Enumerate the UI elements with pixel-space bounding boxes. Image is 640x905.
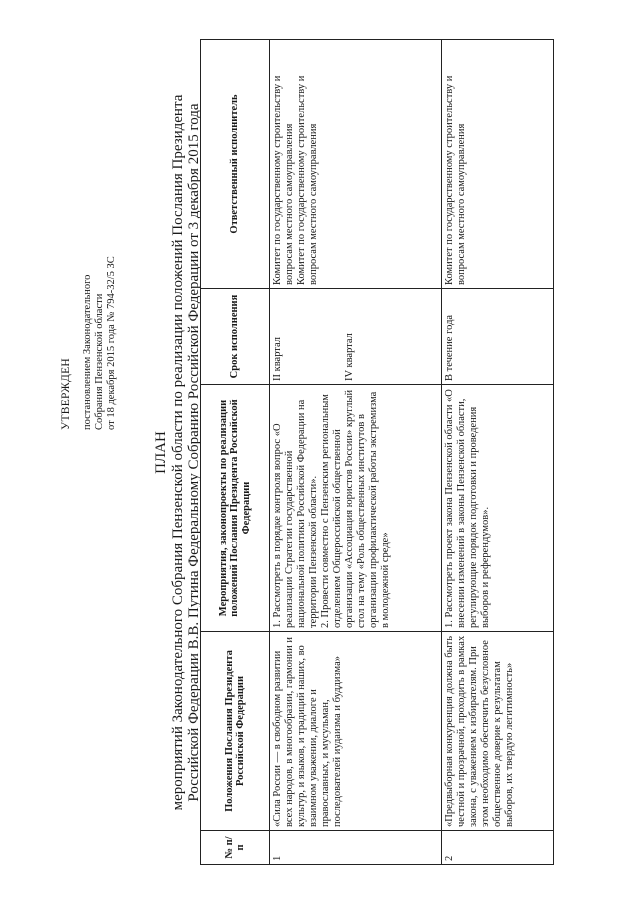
approval-stamp <box>60 130 118 430</box>
provision-cell: «Сила России — в свободном развитии всех народов, в многообразии, гармонии и культур, и языков, и традиций наших, во взаимном уважении, диалоге и православных, и мусульман, последователей иудаизма и буддизма» <box>270 632 442 831</box>
approval-heading: УТВЕРЖДЕН <box>60 357 72 430</box>
responsible-cell <box>270 40 442 289</box>
document-title-block <box>153 40 202 865</box>
approval-line: от 18 декабря 2015 года № 794-32/5 ЗС <box>106 256 117 430</box>
measure-item: 1. Рассмотреть проект закона Пензенской области «О внесении изменений в законы Пензенской области, регулирующие порядок подготовки и проведения выборов и референдумов». <box>444 389 491 628</box>
responsible-item: Комитет по государственному строительству и вопросам местного самоуправления <box>272 75 295 285</box>
term-cell <box>442 289 554 385</box>
row-number: 1 <box>270 831 442 865</box>
measures-cell <box>270 385 442 632</box>
measure-item: 1. Рассмотреть в порядке контроля вопрос «О реализации Стратегии государственной национальной политики Российской Федерации на территории Пензенской области». <box>272 399 319 628</box>
term-item: IV квартал <box>344 333 355 381</box>
term-item: В течение года <box>444 314 455 381</box>
header-num: № п/п <box>201 831 270 865</box>
document-title: ПЛАН <box>153 431 169 474</box>
row-number: 2 <box>442 831 554 865</box>
header-term: Срок исполнения <box>201 289 270 385</box>
responsible-item: Комитет по государственному строительству и вопросам местного самоуправления <box>296 75 319 285</box>
term-cell <box>270 289 442 385</box>
provision-cell: «Предвыборная конкуренция должна быть честной и прозрачной, проходить в рамках закона, с уважением к избирателям. При этом необходимо обеспечить безусловное общественное доверие к результатам выборов, их твердую легитимность» <box>442 632 554 831</box>
header-provision: Положения Послания Президента Российской Федерации <box>201 632 270 831</box>
plan-table <box>200 39 554 865</box>
table-row <box>270 40 442 865</box>
document-subtitle-line: мероприятий Законодательного Собрания Пензенской области по реализации положений Послания Президента <box>170 94 186 811</box>
approval-line: Собрания Пензенской области <box>94 293 105 430</box>
document-subtitle-line: Российской Федерации В.В. Путина Федеральному Собранию Российской Федерации от 3 декабря 2015 года <box>186 103 202 802</box>
table-header-row <box>201 40 270 865</box>
header-measures: Мероприятия, законопроекты по реализации положений Послания Президента Российской Федерации <box>201 385 270 632</box>
responsible-cell <box>442 40 554 289</box>
measure-item: 2. Провести совместно с Пензенским региональным отделением Общероссийской общественной организации «Ассоциация юристов России» круглый стол на тему «Роль общественных институтов в организации профилактической работы экстремизма в молодежной среде» <box>320 389 391 628</box>
approval-line: постановлением Законодательного <box>82 274 93 430</box>
measures-cell <box>442 385 554 632</box>
responsible-item: Комитет по государственному строительству и вопросам местного самоуправления <box>444 75 467 285</box>
header-responsible: Ответственный исполнитель <box>201 40 270 289</box>
table-row <box>442 40 554 865</box>
term-item: II квартал <box>272 336 283 381</box>
